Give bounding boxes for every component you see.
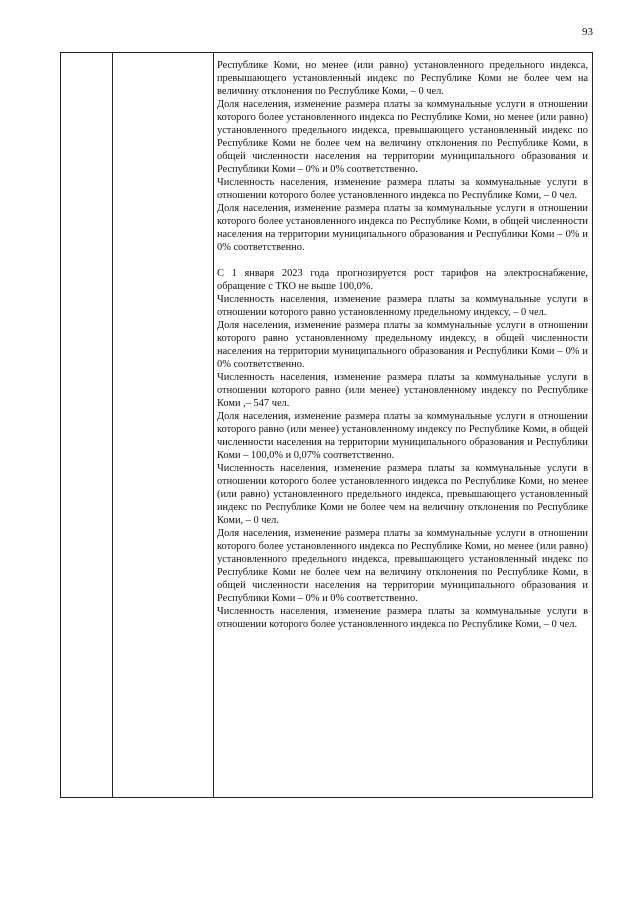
- paragraph: С 1 января 2023 года прогнозируется рост тарифов на электроснабжение, обращение с ТКО не выше 100,0%.: [217, 268, 588, 292]
- column-divider-2: [213, 53, 214, 797]
- paragraph: Доля населения, изменение размера платы за коммунальные услуги в отношении которого более установленного индекса по Республике Коми, но менее (или равно) установленного предельного индекса, превышающего установленный индекс по Республике Коми не более чем на величину отклонения по Республике Коми, в общей численности населения на территории муниципального образования и Республики Коми – 0% и 0% соответственно.: [217, 99, 588, 175]
- paragraph: Доля населения, изменение размера платы за коммунальные услуги в отношении которого более установленного индекса по Республике Коми, но менее (или равно) установленного предельного индекса, превышающего установленный индекс по Республике Коми не более чем на величину отклонения по Республике Коми, в общей численности населения на территории муниципального образования и Республики Коми – 0% и 0% соответственно.: [217, 528, 588, 604]
- paragraph: Республике Коми, но менее (или равно) установленного предельного индекса, превышающего установленный индекс по Республике Коми не более чем на величину отклонения по Республике Коми, – 0 чел.: [217, 60, 588, 97]
- paragraph: Доля населения, изменение размера платы за коммунальные услуги в отношении которого равно (или менее) установленному индексу по Республике Коми, в общей численности населения на территории муниципального образования и Республики Коми – 100,0% и 0,07% соответственно.: [217, 411, 588, 461]
- paragraph: Численность населения, изменение размера платы за коммунальные услуги в отношении которого более установленного индекса по Республике Коми, но менее (или равно) установленного предельного индекса, превышающего установленный индекс по Республике Коми не более чем на величину отклонения по Республике Коми, – 0 чел.: [217, 463, 588, 526]
- text-cell: [217, 59, 588, 631]
- paragraph: Численность населения, изменение размера платы за коммунальные услуги в отношении которого равно (или менее) установленному индексу по Республике Коми ,– 547 чел.: [217, 372, 588, 409]
- paragraph: Доля населения, изменение размера платы за коммунальные услуги в отношении которого равно установленному предельному индексу, в общей численности населения на территории муниципального образования и Республики Коми – 0% и 0% соответственно.: [217, 320, 588, 370]
- page-number: 93: [582, 26, 593, 38]
- document-table: [60, 52, 593, 798]
- paragraph: Численность населения, изменение размера платы за коммунальные услуги в отношении которого более установленного индекса по Республике Коми, – 0 чел.: [217, 606, 588, 630]
- paragraph: Численность населения, изменение размера платы за коммунальные услуги в отношении которого более установленного индекса по Республике Коми, – 0 чел.: [217, 177, 588, 201]
- paragraph: Доля населения, изменение размера платы за коммунальные услуги в отношении которого более установленного индекса по Республике Коми, в общей численности населения на территории муниципального образования и Республики Коми – 0% и 0% соответственно.: [217, 203, 588, 253]
- column-divider-1: [112, 53, 113, 797]
- paragraph: Численность населения, изменение размера платы за коммунальные услуги в отношении которого равно установленному предельному индексу, – 0 чел.: [217, 294, 588, 318]
